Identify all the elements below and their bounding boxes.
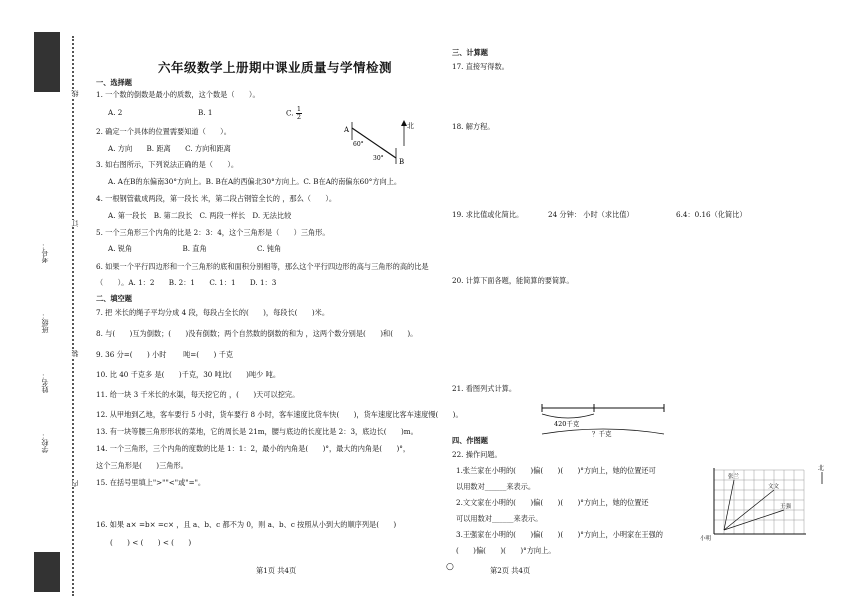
section-choice: 一、选择题	[96, 78, 132, 87]
seal-char: 装	[71, 350, 79, 357]
question-2: 2. 确定一个具体的位置需要知道（ ）。	[96, 127, 231, 136]
point-xiaoming: 小明	[700, 536, 712, 542]
q1-option-c: C. $\frac{1}{2}$	[286, 105, 301, 121]
q5-options: A. 锐角 B. 直角 C. 钝角	[108, 244, 282, 253]
question-3: 3. 如右图所示，下列说法正确的是（ ）。	[96, 160, 239, 169]
angle-60: 60°	[353, 141, 364, 148]
point-a: A	[344, 126, 350, 134]
question-18: 18. 解方程。	[452, 122, 495, 131]
q22-line-1a: 1.张兰家在小明的( )偏( )( )°方向上，她的位置还可	[456, 466, 656, 475]
seal-char: 内	[71, 480, 79, 487]
section-draw: 四、作图题	[452, 436, 488, 445]
question-8: 8. 与( )互为倒数；( )没有倒数；两个自然数的倒数的和为 ，这两个数分别是( )和( )。	[96, 329, 418, 338]
point-zhanglan: 张兰	[728, 474, 740, 480]
question-1: 1. 一个数的倒数是最小的质数，这个数是（ ）。	[96, 90, 260, 99]
question-4: 4. 一根钢管截成两段，第一段长 米，第二段占钢管全长的 ，那么（ ）。	[96, 194, 337, 203]
point-b: B	[399, 158, 405, 166]
grid-north-label: 北	[818, 465, 825, 472]
question-15: 15. 在括号里填上">""<"或"="。	[96, 478, 206, 487]
bar-diagram	[534, 378, 674, 438]
question-14b: 这个三角形是( )三角形。	[96, 461, 188, 470]
q2-options: A. 方向 B. 距离 C. 方向和距离	[108, 144, 231, 153]
question-7: 7. 把 米长的绳子平均分成 4 段，每段占全长的( )，每段长( )米。	[96, 308, 330, 317]
point-wenwen: 文文	[768, 484, 780, 490]
question-13: 13. 有一块等腰三角形形状的菜地，它的周长是 21m，腰与底边的长度比是 2：3，底边长( )m。	[96, 427, 418, 436]
section-fill: 二、填空题	[96, 294, 132, 303]
exam-title: 六年级数学上册期中课业质量与学情检测	[158, 60, 393, 75]
q22-line-2a: 2.文文家在小明的( )偏( )( )°方向上，她的位置还	[456, 498, 649, 507]
question-14: 14. 一个三角形，三个内角的度数的比是 1：1：2，最小的内角是( )°，最大的内角是( )°，	[96, 444, 411, 453]
brace-bottom	[542, 414, 594, 418]
compass-diagram	[340, 118, 420, 166]
seal-line	[72, 36, 76, 596]
question-16b: ( ) < ( ) < ( )	[110, 538, 192, 547]
q1-option-b: B. 1	[198, 108, 213, 117]
north-label: 北	[407, 122, 414, 130]
q19-part-b: 6.4：0.16（化简比）	[676, 210, 747, 219]
question-9: 9. 36 分=( ) 小时 吨=( ) 千克	[96, 350, 233, 359]
q3-options: A. A在B的东偏南30°方向上。B. B在A的西偏北30°方向上。C. B在A的南偏东60°方向上。	[108, 177, 402, 186]
question-19: 19. 求比值或化简比。	[452, 210, 524, 219]
q22-line-3a: 3.王强家在小明的( )偏( )( )°方向上，小明家在王强的	[456, 530, 663, 539]
question-10: 10. 比 40 千克多 是( )千克，30 吨比( )吨少 吨。	[96, 370, 281, 379]
coordinate-grid	[700, 462, 830, 544]
question-22: 22. 操作问题。	[452, 450, 502, 459]
school-label: 学校：	[41, 432, 49, 453]
center-hole: ○	[446, 562, 454, 572]
q19-part-a: 24 分钟： 小时（求比值）	[548, 210, 634, 219]
total-label: 420千克	[554, 420, 580, 428]
question-5: 5. 一个三角形三个内角的比是 2：3：4，这个三角形是（ ）三角形。	[96, 228, 330, 237]
q4-options: A. 第一段长 B. 第二段长 C. 两段一样长 D. 无法比较	[108, 211, 292, 220]
q22-line-1b: 以用数对______来表示。	[456, 482, 536, 491]
question-20: 20. 计算下面各题，能简算的要简算。	[452, 276, 574, 285]
question-12: 12. 从甲地到乙地，客车要行 5 小时，货车要行 8 小时，客车速度比货车快( )，货车速度比客车速度慢( )。	[96, 410, 463, 419]
question-17: 17. 直接写得数。	[452, 62, 509, 71]
binding-strip	[30, 32, 66, 600]
section-calc: 三、计算题	[452, 48, 488, 57]
seal-char: 线	[71, 90, 79, 97]
q22-line-3b: ( )偏( )( )°方向上。	[456, 546, 556, 555]
point-wangqiang: 王强	[780, 504, 792, 510]
question-16: 16. 如果 a× =b× =c× ，且 a、b、c 都不为 0，则 a、b、c 按照从小到大的顺序列是( )	[96, 520, 397, 529]
seal-char: 订	[71, 220, 79, 227]
question-11: 11. 给一块 3 千米长的水渠，每天挖它的 ，( )天可以挖完。	[96, 390, 300, 399]
page-footer-left: 第1页 共4页	[256, 566, 297, 575]
black-bar-bottom	[34, 552, 60, 592]
question-6: 6. 如果一个平行四边形和一个三角形的底和面积分别相等，那么这个平行四边形的高与三角形的高的比是	[96, 262, 429, 271]
page-footer-right: 第2页 共4页	[490, 566, 531, 575]
name-label: 姓名：	[41, 372, 49, 393]
number-label: 考号：	[41, 242, 49, 263]
q6-options: （ ）。A. 1：2 B. 2：1 C. 1：1 D. 1：3	[96, 278, 277, 287]
q1-option-a: A. 2	[108, 108, 123, 117]
class-label: 班级：	[41, 312, 49, 333]
angle-30: 30°	[373, 155, 384, 162]
black-bar-top	[34, 32, 60, 92]
question-21: 21. 看图列式计算。	[452, 384, 517, 393]
answer-label: ？千克	[592, 430, 612, 438]
q22-line-2b: 可以用数对______来表示。	[456, 514, 543, 523]
